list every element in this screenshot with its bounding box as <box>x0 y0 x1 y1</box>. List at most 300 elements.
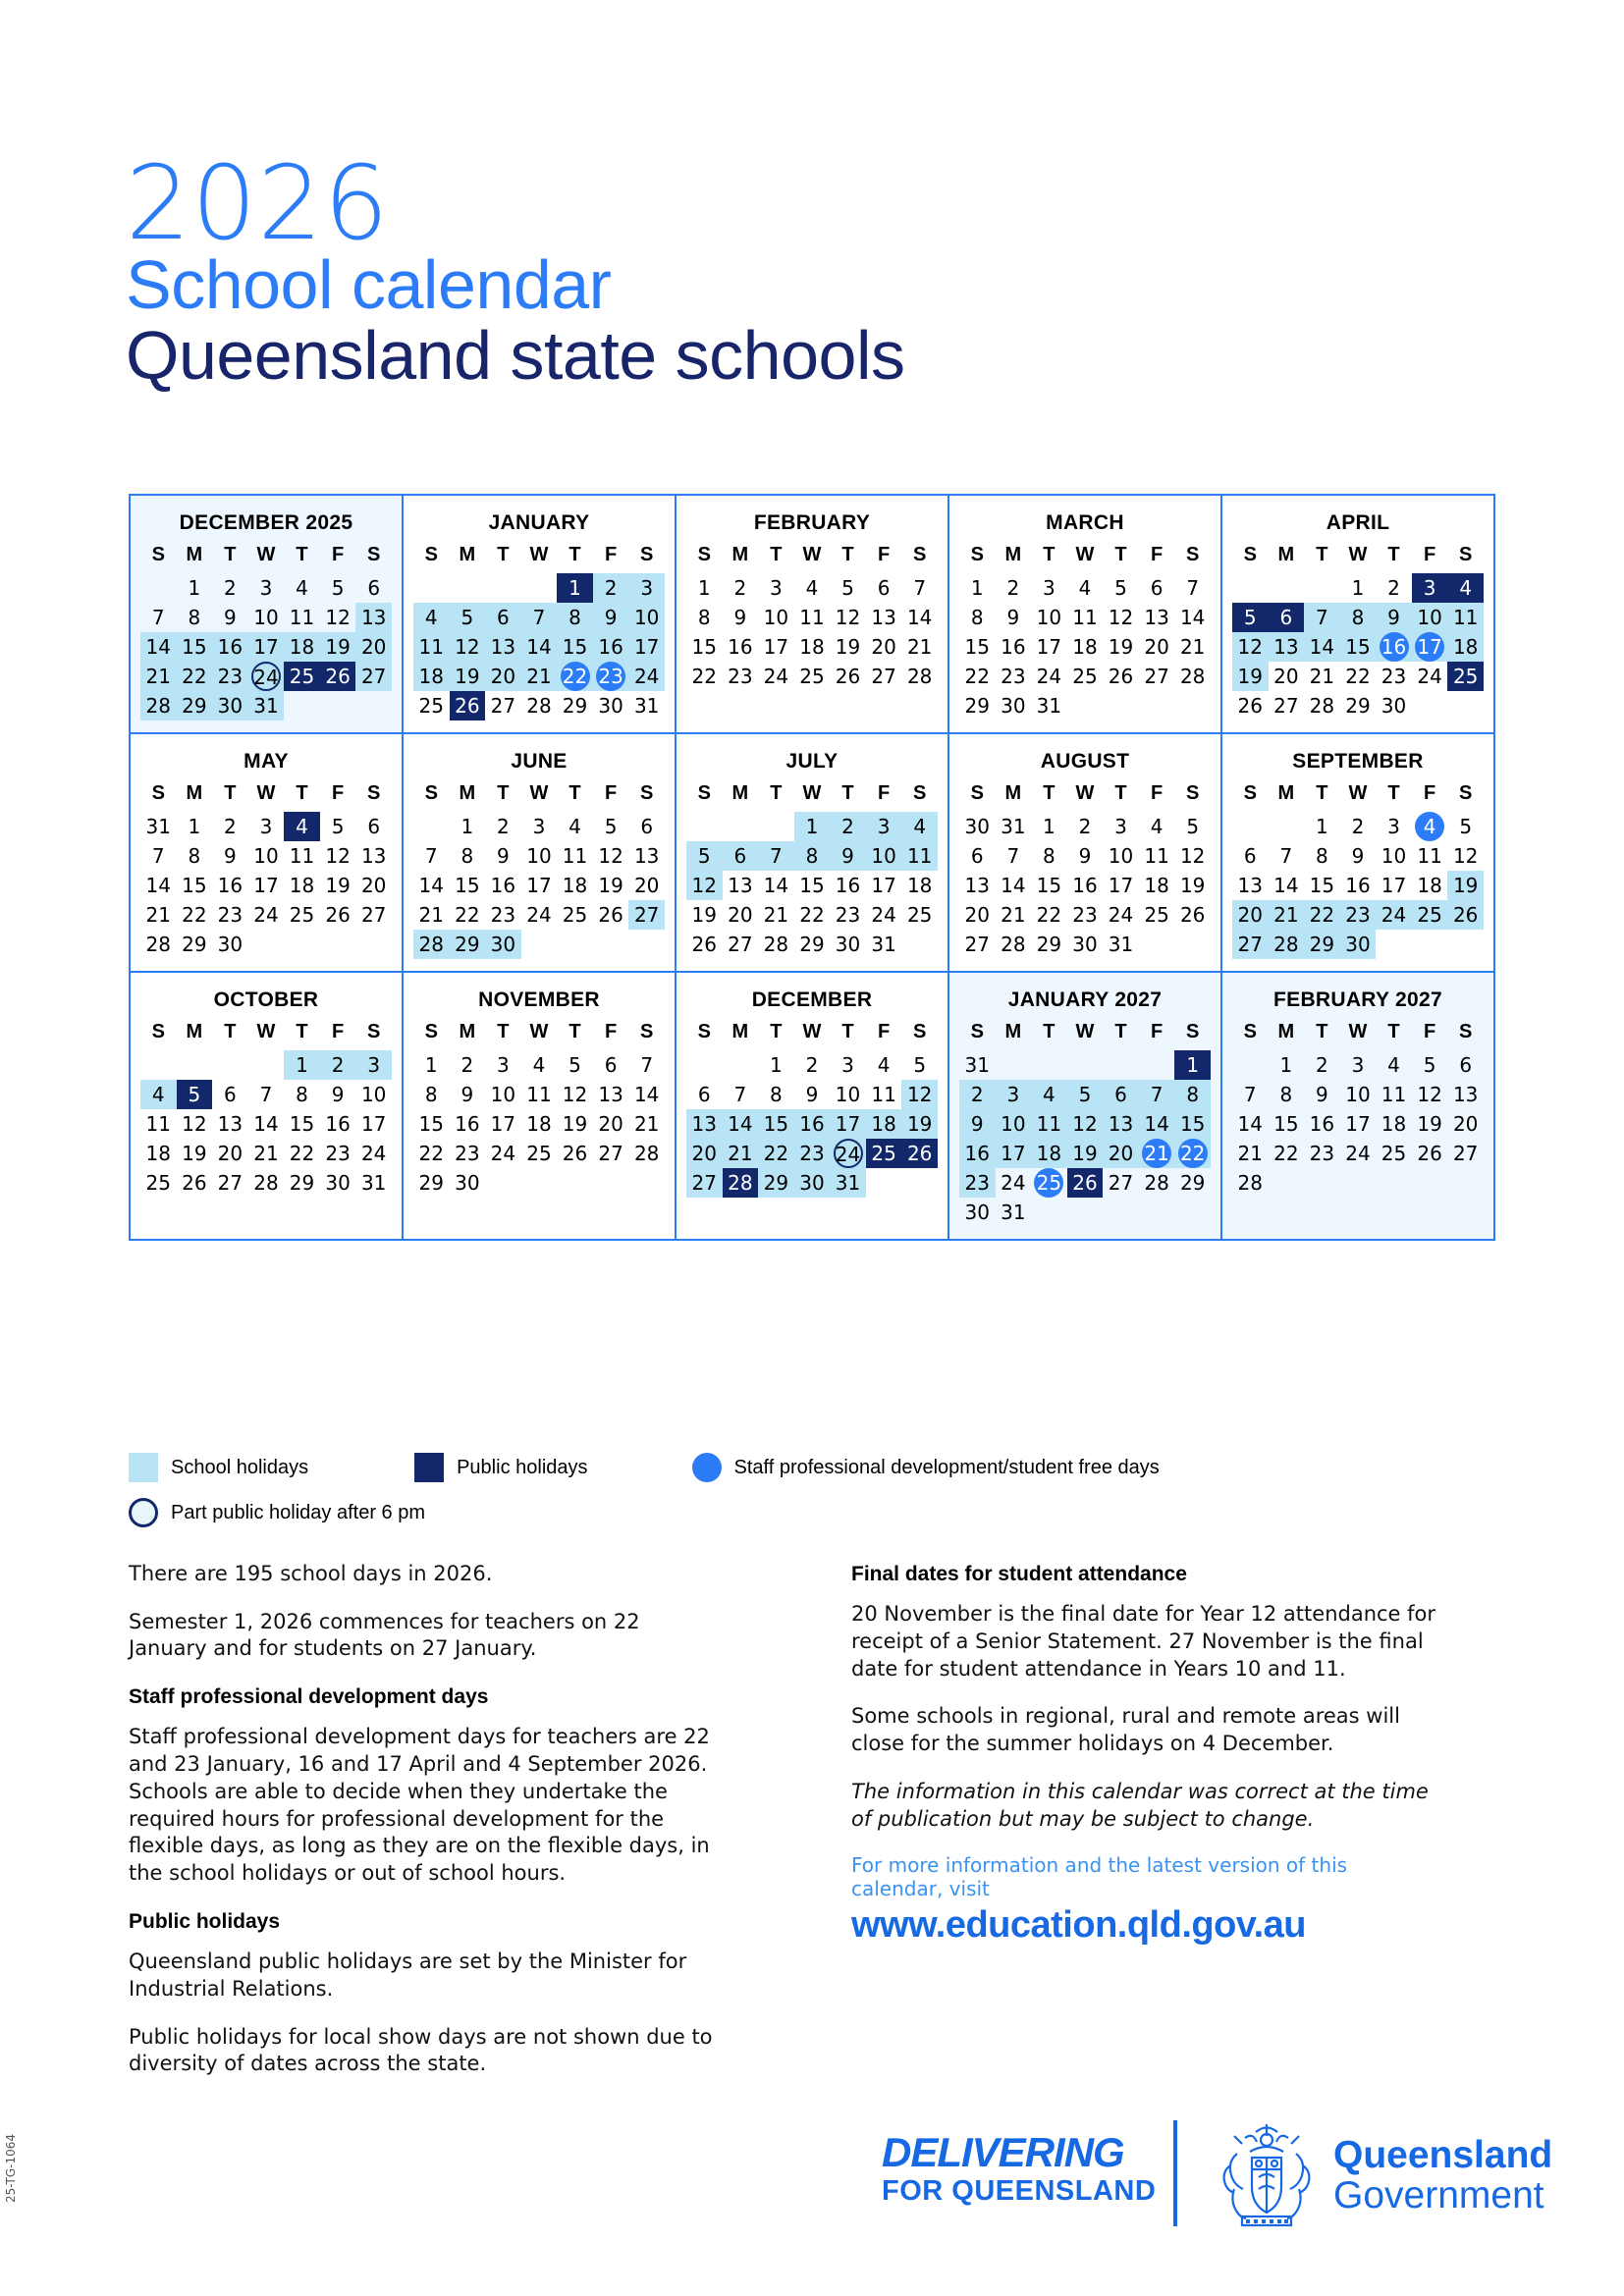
day-number: 15 <box>182 874 207 897</box>
weekday-header: T <box>497 1021 510 1042</box>
day-cell <box>1376 1050 1412 1080</box>
day-cell <box>140 1080 177 1109</box>
day-number: 14 <box>1179 606 1206 629</box>
day-cell <box>355 1109 392 1139</box>
day-number: 16 <box>598 635 623 659</box>
day-number: 7 <box>259 1083 273 1106</box>
day-cell <box>758 603 794 632</box>
day-number: 6 <box>1243 844 1257 868</box>
day-cell-empty <box>1412 1168 1448 1198</box>
day-number: 4 <box>296 815 308 838</box>
day-cell <box>1232 691 1269 721</box>
day-number: 28 <box>145 694 171 718</box>
day-cell-empty <box>1304 1168 1340 1198</box>
day-cell <box>1232 900 1269 930</box>
day-number: 3 <box>497 1053 510 1077</box>
day-cell <box>593 1109 629 1139</box>
day-cell <box>1340 691 1377 721</box>
day-cell <box>686 841 723 871</box>
weekday-header: M <box>186 1021 203 1042</box>
day-cell <box>1340 871 1377 900</box>
weekday-header: T <box>568 782 581 804</box>
day-number: 1 <box>1316 815 1328 838</box>
day-cell <box>1031 1109 1067 1139</box>
day-number: 23 <box>1345 903 1371 927</box>
day-cell-empty <box>248 1050 285 1080</box>
day-number: 27 <box>964 933 990 956</box>
month-name: JULY <box>785 750 839 773</box>
day-cell <box>1304 900 1340 930</box>
weekday-header: M <box>731 1021 749 1042</box>
day-cell <box>1139 812 1175 841</box>
day-cell <box>996 900 1032 930</box>
month-block <box>404 734 677 973</box>
day-cell <box>1304 871 1340 900</box>
day-cell <box>628 1050 665 1080</box>
day-number: 21 <box>633 1112 660 1136</box>
day-number: 16 <box>490 874 516 897</box>
day-cell <box>959 900 996 930</box>
day-number: 28 <box>1001 933 1026 956</box>
day-number: 6 <box>604 1053 618 1077</box>
day-cell-empty <box>284 930 320 959</box>
day-number: 12 <box>1108 606 1134 629</box>
day-cell <box>1376 1080 1412 1109</box>
weekday-header: S <box>697 544 711 565</box>
weekday-header: S <box>1243 1021 1257 1042</box>
day-number: 24 <box>763 665 789 688</box>
day-cell <box>1103 1080 1139 1109</box>
day-number: 14 <box>1001 874 1026 897</box>
day-cell <box>959 871 996 900</box>
day-number: 31 <box>360 1171 387 1195</box>
day-cell <box>723 573 759 603</box>
day-cell-empty <box>1232 812 1269 841</box>
day-number: 18 <box>1144 874 1169 897</box>
day-cell <box>1447 841 1484 871</box>
month-block <box>1222 973 1495 1241</box>
day-number: 1 <box>424 1053 438 1077</box>
week-row <box>140 1139 392 1168</box>
day-cell <box>212 900 248 930</box>
day-number: 10 <box>526 844 552 868</box>
day-cell <box>557 1080 593 1109</box>
day-number: 13 <box>728 874 753 897</box>
week-row <box>959 841 1211 871</box>
day-cell <box>450 930 486 959</box>
week-row <box>413 1168 665 1198</box>
week-row <box>686 900 938 930</box>
day-cell <box>866 573 902 603</box>
week-row <box>959 1080 1211 1109</box>
day-number: 13 <box>1273 635 1299 659</box>
weekday-header: S <box>697 782 711 804</box>
day-cell <box>485 691 521 721</box>
day-cell <box>901 1109 938 1139</box>
day-number: 25 <box>418 694 444 718</box>
day-cell <box>450 603 486 632</box>
day-cell <box>1340 900 1377 930</box>
week-row <box>1232 1168 1484 1198</box>
day-number: 24 <box>834 1139 863 1168</box>
day-number: 28 <box>906 665 933 688</box>
day-cell <box>212 1080 248 1109</box>
day-number: 25 <box>1072 665 1098 688</box>
day-number: 16 <box>1345 874 1371 897</box>
day-number: 26 <box>1108 665 1134 688</box>
day-cell <box>901 812 938 841</box>
day-cell <box>959 930 996 959</box>
weekday-header: S <box>367 1021 381 1042</box>
day-cell <box>1067 662 1104 691</box>
day-cell-empty <box>1139 1198 1175 1227</box>
day-number: 5 <box>841 576 854 600</box>
day-number: 16 <box>325 1112 351 1136</box>
day-cell <box>830 1109 866 1139</box>
day-number: 25 <box>1144 903 1169 927</box>
day-cell <box>593 1139 629 1168</box>
day-number: 21 <box>763 903 789 927</box>
day-number: 4 <box>1459 576 1473 600</box>
day-cell-empty <box>1174 691 1211 721</box>
day-number: 15 <box>691 635 717 659</box>
day-number: 13 <box>490 635 516 659</box>
day-number: 27 <box>360 665 387 688</box>
day-cell-empty <box>1139 930 1175 959</box>
day-number: 6 <box>1150 576 1164 600</box>
day-cell <box>248 900 285 930</box>
day-cell <box>758 632 794 662</box>
day-number: 4 <box>1415 812 1444 841</box>
weekday-header: T <box>224 1021 237 1042</box>
month-block <box>677 734 949 973</box>
day-cell <box>901 662 938 691</box>
day-number: 2 <box>224 815 237 838</box>
week-row <box>1232 871 1484 900</box>
day-number: 3 <box>1423 576 1436 600</box>
day-number: 17 <box>1108 874 1134 897</box>
day-number: 23 <box>835 903 861 927</box>
day-number: 15 <box>1273 1112 1299 1136</box>
day-number: 17 <box>490 1112 516 1136</box>
day-number: 11 <box>906 844 933 868</box>
day-number: 6 <box>224 1083 237 1106</box>
day-cell <box>901 871 938 900</box>
day-cell <box>557 603 593 632</box>
weekday-header: W <box>1348 1021 1368 1042</box>
day-number: 1 <box>188 576 201 600</box>
day-cell <box>1412 662 1448 691</box>
day-cell <box>996 1080 1032 1109</box>
day-number: 10 <box>360 1083 387 1106</box>
weekday-header: M <box>459 782 476 804</box>
day-number: 24 <box>526 903 552 927</box>
day-cell <box>1269 871 1305 900</box>
day-number: 7 <box>1279 844 1293 868</box>
day-cell <box>1103 662 1139 691</box>
day-cell-empty <box>1447 930 1484 959</box>
day-cell <box>557 841 593 871</box>
day-cell <box>355 1139 392 1168</box>
week-row <box>140 1080 392 1109</box>
day-number: 26 <box>325 903 351 927</box>
day-cell <box>593 632 629 662</box>
day-number: 5 <box>460 606 474 629</box>
weekday-header: F <box>877 782 891 804</box>
week-row <box>140 691 392 721</box>
day-number: 18 <box>1452 635 1479 659</box>
day-cell <box>1174 900 1211 930</box>
day-cell <box>557 1139 593 1168</box>
day-cell <box>212 871 248 900</box>
week-row <box>413 1080 665 1109</box>
day-cell <box>1376 1139 1412 1168</box>
day-cell <box>248 812 285 841</box>
month-table <box>140 544 392 721</box>
day-number: 19 <box>906 1112 933 1136</box>
day-number: 22 <box>1036 903 1062 927</box>
day-number: 16 <box>728 635 753 659</box>
day-number: 17 <box>633 635 660 659</box>
day-number: 4 <box>296 576 308 600</box>
day-cell <box>1340 573 1377 603</box>
day-cell <box>450 841 486 871</box>
day-number: 5 <box>604 815 618 838</box>
day-cell <box>212 1168 248 1198</box>
day-cell <box>686 871 723 900</box>
day-number: 13 <box>360 844 387 868</box>
day-cell-empty <box>1067 1050 1104 1080</box>
day-number: 19 <box>182 1142 207 1165</box>
day-number: 21 <box>906 635 933 659</box>
day-cell <box>450 900 486 930</box>
day-cell <box>320 603 356 632</box>
day-cell <box>1340 841 1377 871</box>
month-table <box>959 544 1211 721</box>
day-number: 9 <box>604 606 618 629</box>
day-cell <box>521 841 558 871</box>
day-cell <box>628 632 665 662</box>
delivering-for-queensland-logo <box>882 2129 1157 2208</box>
day-cell <box>413 930 450 959</box>
day-number: 7 <box>424 844 438 868</box>
month-table <box>1232 1021 1484 1198</box>
day-cell-empty <box>1376 1168 1412 1198</box>
day-number: 13 <box>217 1112 244 1136</box>
day-number: 19 <box>455 665 480 688</box>
queensland-coat-of-arms-icon <box>1213 2118 1321 2231</box>
day-cell <box>450 1080 486 1109</box>
day-number: 30 <box>1072 933 1098 956</box>
day-number: 18 <box>1072 635 1098 659</box>
day-number: 11 <box>871 1083 896 1106</box>
week-row <box>686 841 938 871</box>
day-cell <box>959 1109 996 1139</box>
day-cell-empty <box>1269 812 1305 841</box>
day-cell <box>1412 573 1448 603</box>
week-row <box>140 900 392 930</box>
day-cell <box>212 691 248 721</box>
day-cell <box>723 603 759 632</box>
day-number: 10 <box>1380 844 1407 868</box>
day-cell <box>212 632 248 662</box>
day-number: 27 <box>691 1171 717 1195</box>
day-number: 2 <box>733 576 747 600</box>
day-number: 14 <box>526 635 552 659</box>
day-cell <box>1269 662 1305 691</box>
day-cell <box>996 1198 1032 1227</box>
day-number: 8 <box>697 606 711 629</box>
month-name: MAY <box>244 750 289 773</box>
day-cell <box>1376 1109 1412 1139</box>
day-cell <box>996 603 1032 632</box>
day-number: 11 <box>799 606 825 629</box>
day-cell <box>212 841 248 871</box>
day-cell <box>866 841 902 871</box>
day-cell <box>485 1080 521 1109</box>
day-number: 25 <box>871 1142 896 1165</box>
day-cell-empty <box>1412 930 1448 959</box>
day-cell <box>413 691 450 721</box>
week-row <box>413 812 665 841</box>
day-cell-empty <box>628 1168 665 1198</box>
day-number: 10 <box>633 606 660 629</box>
weekday-header: F <box>604 1021 618 1042</box>
day-cell-empty <box>628 930 665 959</box>
day-number: 28 <box>1179 665 1206 688</box>
weekday-header: M <box>1277 782 1295 804</box>
day-cell-empty <box>1067 691 1104 721</box>
day-number: 13 <box>1144 606 1169 629</box>
day-number: 11 <box>526 1083 552 1106</box>
day-cell-empty <box>1103 691 1139 721</box>
day-cell-empty <box>959 812 996 841</box>
day-number: 4 <box>151 1083 165 1106</box>
day-cell <box>1269 930 1305 959</box>
day-number: 22 <box>1309 903 1335 927</box>
day-number: 16 <box>799 1112 825 1136</box>
weekday-header: F <box>877 1021 891 1042</box>
month-block <box>677 496 949 734</box>
day-cell-empty <box>413 812 450 841</box>
day-number: 16 <box>217 635 244 659</box>
day-cell-empty <box>485 1168 521 1198</box>
day-number: 6 <box>1459 1053 1473 1077</box>
weekday-header: S <box>640 1021 654 1042</box>
day-number: 26 <box>455 694 480 718</box>
education-website-link[interactable]: www.education.qld.gov.au <box>851 1904 1307 1947</box>
day-cell <box>794 871 831 900</box>
weekday-header: T <box>224 782 237 804</box>
queensland-government-logo <box>1333 2136 1552 2216</box>
weekday-header: S <box>913 544 927 565</box>
day-number: 17 <box>871 874 896 897</box>
day-cell <box>355 1050 392 1080</box>
weekday-header: F <box>1150 544 1164 565</box>
month-table <box>140 1021 392 1198</box>
day-cell <box>413 871 450 900</box>
day-cell <box>593 603 629 632</box>
day-number: 24 <box>1417 665 1442 688</box>
day-cell <box>1174 603 1211 632</box>
weekday-header: S <box>151 1021 165 1042</box>
week-row <box>686 1080 938 1109</box>
week-row <box>1232 632 1484 662</box>
day-number: 12 <box>325 606 351 629</box>
day-number: 29 <box>763 1171 789 1195</box>
day-cell <box>413 632 450 662</box>
day-cell <box>177 900 213 930</box>
day-cell <box>1067 841 1104 871</box>
day-number: 10 <box>1036 606 1062 629</box>
day-number: 30 <box>1001 694 1026 718</box>
day-number: 12 <box>325 844 351 868</box>
day-number: 9 <box>1387 606 1400 629</box>
weekday-header: T <box>497 782 510 804</box>
day-number: 27 <box>217 1171 244 1195</box>
day-cell <box>959 1139 996 1168</box>
weekday-header: W <box>529 782 549 804</box>
day-cell-empty <box>140 812 177 841</box>
day-number: 16 <box>1001 635 1026 659</box>
weekday-header: T <box>497 544 510 565</box>
day-cell <box>413 603 450 632</box>
day-number: 12 <box>906 1083 933 1106</box>
day-number: 4 <box>1387 1053 1400 1077</box>
day-number: 6 <box>1114 1083 1127 1106</box>
footer <box>0 2110 1624 2258</box>
week-row <box>686 632 938 662</box>
day-number: 4 <box>877 1053 891 1077</box>
day-number: 8 <box>1279 1083 1293 1106</box>
weekday-header: M <box>1004 544 1022 565</box>
title-year: 2026 <box>126 143 390 263</box>
day-number: 24 <box>1036 665 1062 688</box>
day-cell <box>485 871 521 900</box>
day-number: 30 <box>964 815 990 838</box>
day-number: 14 <box>1237 1112 1263 1136</box>
day-number: 13 <box>1108 1112 1134 1136</box>
day-cell-empty <box>557 1168 593 1198</box>
day-cell <box>1412 603 1448 632</box>
day-number: 14 <box>728 1112 753 1136</box>
day-cell <box>1031 1080 1067 1109</box>
day-cell <box>450 1050 486 1080</box>
day-cell <box>758 662 794 691</box>
day-number: 23 <box>799 1142 825 1165</box>
day-number: 21 <box>145 903 171 927</box>
day-number: 6 <box>970 844 984 868</box>
day-number: 31 <box>1001 1201 1026 1224</box>
weekday-header: F <box>1150 782 1164 804</box>
day-cell <box>1340 1109 1377 1139</box>
day-cell <box>450 691 486 721</box>
day-number: 21 <box>1237 1142 1263 1165</box>
day-cell <box>557 1109 593 1139</box>
month-table <box>686 1021 938 1198</box>
day-cell <box>593 573 629 603</box>
day-cell <box>1340 662 1377 691</box>
day-cell <box>794 812 831 841</box>
day-cell <box>1376 871 1412 900</box>
day-cell <box>320 841 356 871</box>
weekday-header: M <box>186 544 203 565</box>
week-row <box>140 812 392 841</box>
day-number: 26 <box>598 903 623 927</box>
day-number: 28 <box>253 1171 279 1195</box>
legend-item-part-public-holiday <box>129 1498 425 1527</box>
day-cell <box>593 1080 629 1109</box>
